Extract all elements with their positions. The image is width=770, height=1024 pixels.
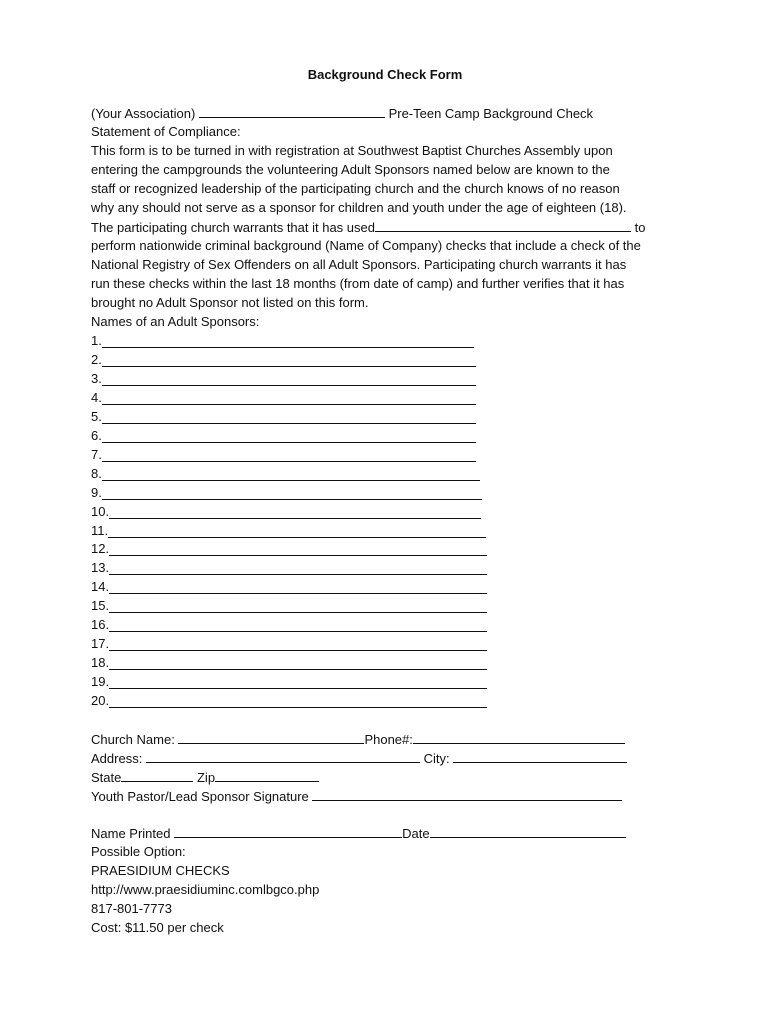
association-field[interactable]: [199, 103, 385, 118]
compliance-heading: Statement of Compliance:: [91, 124, 241, 139]
zip-label: Zip: [196, 770, 216, 785]
sponsor-number: 2.: [91, 351, 102, 367]
sponsor-row: [91, 539, 487, 558]
address-field[interactable]: [146, 748, 420, 763]
sponsor-row: [91, 558, 487, 577]
sponsor-row: [91, 672, 487, 691]
city-label: City:: [423, 751, 450, 766]
church-phone-line: [91, 729, 625, 748]
sponsor-name-field[interactable]: [109, 617, 487, 632]
state-zip-line: [91, 767, 319, 786]
body-line: staff or recognized leadership of the participating church and the church knows of no reason: [91, 181, 620, 196]
body-line: why any should not serve as a sponsor for children and youth under the age of eighteen (18).: [91, 200, 627, 215]
sponsor-name-field[interactable]: [102, 390, 476, 405]
sponsor-name-field[interactable]: [108, 523, 486, 538]
sponsor-name-field[interactable]: [102, 428, 476, 443]
sponsor-name-field[interactable]: [102, 447, 476, 462]
company-used-field[interactable]: [375, 217, 631, 232]
warrant-line: [91, 217, 645, 236]
church-name-field[interactable]: [178, 729, 364, 744]
phone-label: Phone#:: [364, 732, 413, 747]
sponsor-name-field[interactable]: [102, 409, 476, 424]
signature-field[interactable]: [312, 786, 622, 801]
sponsor-name-field[interactable]: [109, 636, 487, 651]
sponsor-row: [91, 350, 476, 369]
sponsor-row: [91, 577, 487, 596]
cost-text: Cost: $11.50 per check: [91, 920, 224, 935]
sponsor-number: 19.: [91, 674, 110, 690]
sponsor-name-field[interactable]: [109, 655, 487, 670]
sponsor-row: [91, 464, 480, 483]
sponsor-row: [91, 691, 487, 710]
sponsor-number: 9.: [91, 484, 102, 500]
warrant-suffix: to: [634, 220, 646, 235]
name-date-line: [91, 823, 626, 842]
sponsor-number: 10.: [91, 503, 110, 519]
sponsor-row: [91, 483, 482, 502]
body-line: This form is to be turned in with registration at Southwest Baptist Churches Assembly upon: [91, 143, 613, 158]
association-label: (Your Association): [91, 106, 196, 121]
sponsors-heading: Names of an Adult Sponsors:: [91, 314, 260, 329]
sponsor-row: [91, 445, 476, 464]
church-name-label: Church Name:: [91, 732, 175, 747]
sponsor-number: 16.: [91, 617, 110, 633]
sponsor-name-field[interactable]: [109, 560, 487, 575]
body-line: National Registry of Sex Offenders on all Adult Sponsors. Participating church warrants it has: [91, 257, 627, 272]
sponsor-name-field[interactable]: [109, 598, 487, 613]
association-suffix: Pre-Teen Camp Background Check: [388, 106, 594, 121]
sponsor-number: 4.: [91, 389, 102, 405]
sponsor-number: 13.: [91, 560, 110, 576]
sponsor-number: 20.: [91, 693, 110, 709]
page-title: Background Check Form: [307, 67, 463, 82]
name-printed-field[interactable]: [174, 823, 402, 838]
sponsor-name-field[interactable]: [102, 352, 476, 367]
sponsor-name-field[interactable]: [102, 333, 474, 348]
signature-label: Youth Pastor/Lead Sponsor Signature: [91, 789, 309, 804]
sponsor-number: 8.: [91, 465, 102, 481]
sponsor-number: 18.: [91, 655, 110, 671]
signature-line: [91, 786, 622, 805]
sponsor-row: [91, 426, 476, 445]
sponsor-number: 15.: [91, 598, 110, 614]
body-line: perform nationwide criminal background (Name of Company) checks that include a check of the: [91, 238, 641, 253]
sponsor-number: 7.: [91, 446, 102, 462]
body-line: run these checks within the last 18 months (from date of camp) and further verifies that it has: [91, 276, 625, 291]
sponsor-row: [91, 521, 486, 540]
sponsor-name-field[interactable]: [102, 466, 480, 481]
address-label: Address:: [91, 751, 143, 766]
date-field[interactable]: [430, 823, 626, 838]
body-line: brought no Adult Sponsor not listed on this form.: [91, 295, 369, 310]
association-line: [91, 103, 593, 122]
date-label: Date: [402, 826, 430, 841]
sponsor-number: 14.: [91, 579, 110, 595]
sponsor-row: [91, 331, 474, 350]
sponsor-row: [91, 653, 487, 672]
sponsor-name-field[interactable]: [109, 674, 487, 689]
name-printed-label: Name Printed: [91, 826, 171, 841]
state-field[interactable]: [121, 767, 193, 782]
sponsor-row: [91, 615, 487, 634]
sponsor-name-field[interactable]: [109, 579, 487, 594]
possible-option: Possible Option:: [91, 844, 186, 859]
state-label: State: [91, 770, 122, 785]
address-city-line: [91, 748, 627, 767]
sponsor-number: 17.: [91, 636, 110, 652]
sponsor-name-field[interactable]: [109, 504, 481, 519]
sponsor-row: [91, 407, 476, 426]
body-line: entering the campgrounds the volunteering Adult Sponsors named below are known to the: [91, 162, 610, 177]
sponsor-row: [91, 634, 487, 653]
sponsor-name-field[interactable]: [102, 371, 476, 386]
sponsor-row: [91, 369, 476, 388]
city-field[interactable]: [453, 748, 627, 763]
sponsor-row: [91, 388, 476, 407]
sponsor-number: 11.: [91, 522, 109, 538]
sponsor-row: [91, 502, 481, 521]
sponsor-number: 1.: [91, 333, 102, 348]
sponsor-number: 5.: [91, 408, 102, 424]
company-name: PRAESIDIUM CHECKS: [91, 863, 230, 878]
sponsor-number: 6.: [91, 427, 102, 443]
zip-field[interactable]: [215, 767, 319, 782]
phone-field[interactable]: [413, 729, 625, 744]
company-phone: 817-801-7773: [91, 901, 172, 916]
sponsor-name-field[interactable]: [109, 541, 487, 556]
company-url: http://www.praesidiuminc.comlbgco.php: [91, 882, 320, 897]
sponsor-name-field[interactable]: [102, 485, 482, 500]
sponsor-name-field[interactable]: [109, 693, 487, 708]
sponsor-number: 3.: [91, 370, 102, 386]
sponsor-row: [91, 596, 487, 615]
warrant-prefix: The participating church warrants that it has used: [91, 220, 375, 235]
sponsor-number: 12.: [91, 541, 110, 557]
